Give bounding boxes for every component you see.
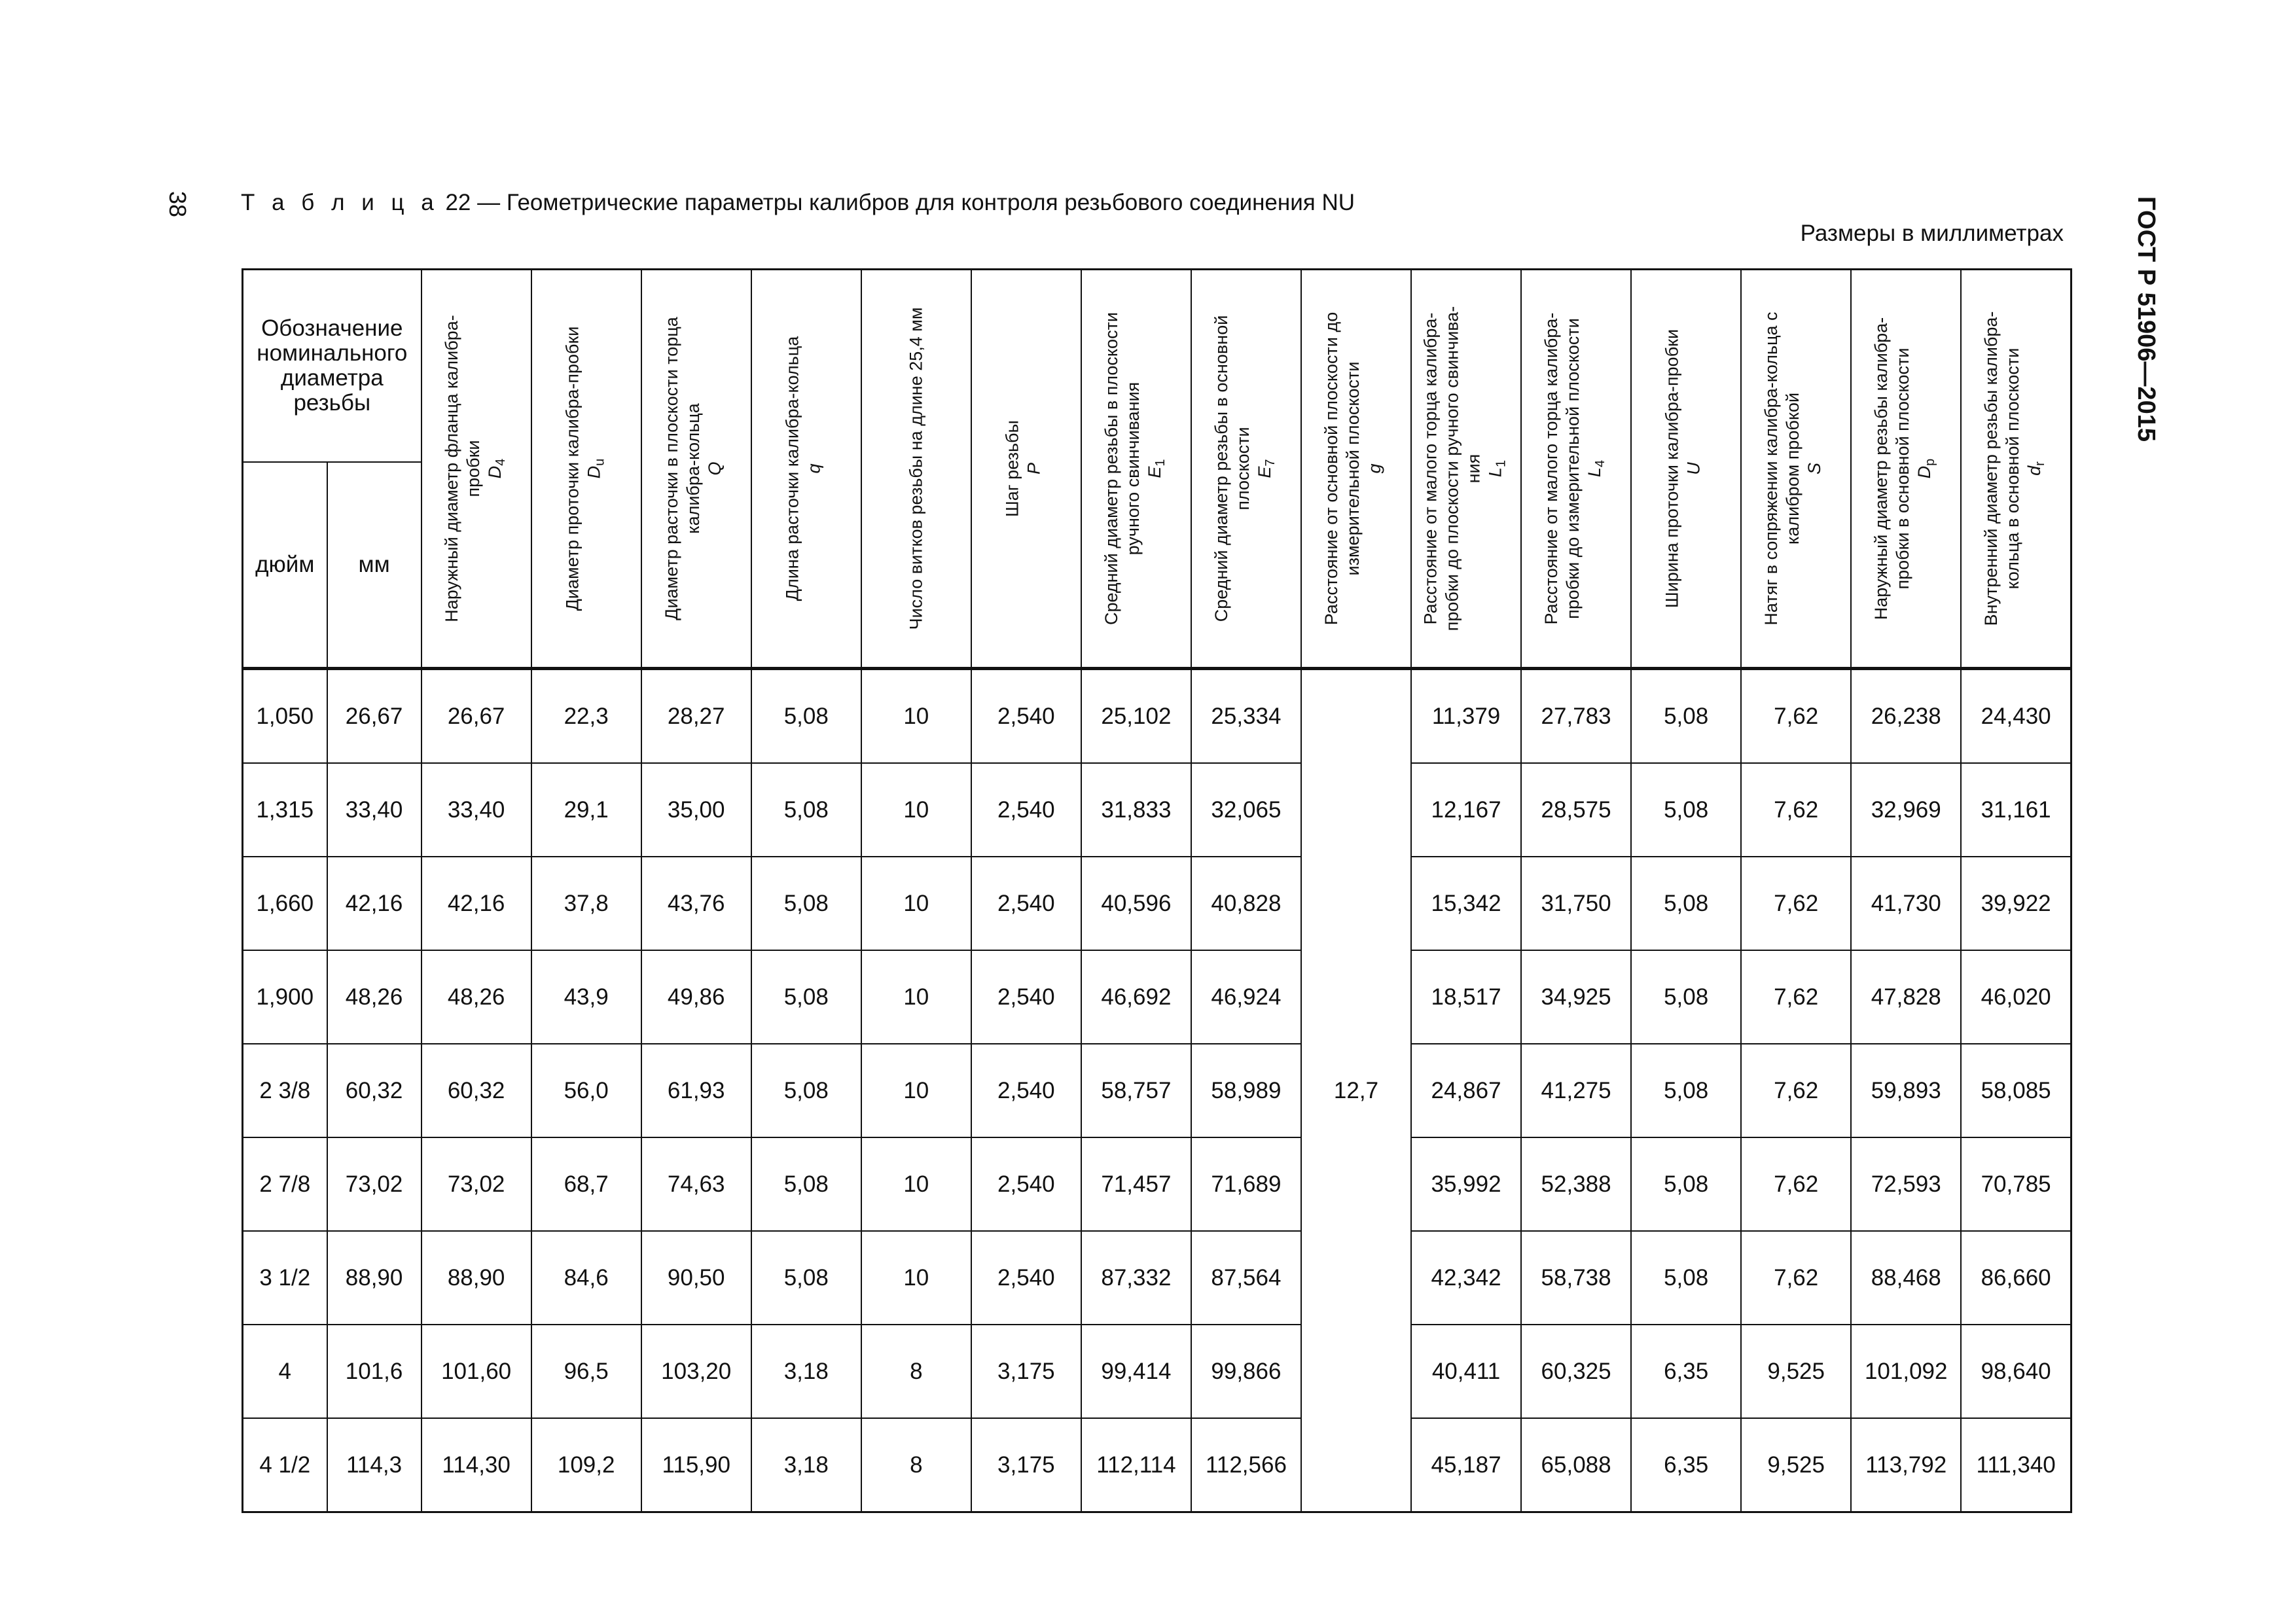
table-cell: 113,792 <box>1851 1418 1961 1512</box>
table-cell: 111,340 <box>1961 1418 2071 1512</box>
table-cell: 8 <box>861 1418 971 1512</box>
column-header-label <box>1420 292 1512 645</box>
table-cell: 26,238 <box>1851 669 1961 764</box>
table-cell: 1,315 <box>243 763 327 857</box>
table-cell: 26,67 <box>327 669 422 764</box>
column-symbol: D <box>1914 465 1935 479</box>
column-symbol: q <box>804 463 824 474</box>
table-cell: 87,564 <box>1191 1231 1301 1325</box>
table-cell: 31,833 <box>1081 763 1191 857</box>
column-header-text: Наружный диаметр фланца калибра-пробки <box>441 315 483 622</box>
table-cell: 71,457 <box>1081 1137 1191 1231</box>
column-header <box>861 270 971 669</box>
page-number: 38 <box>164 191 191 218</box>
table-cell: 18,517 <box>1411 950 1521 1044</box>
units-note: Размеры в миллиметрах <box>1800 221 2064 246</box>
column-header-label <box>1101 292 1172 645</box>
table-cell: 35,00 <box>641 763 751 857</box>
table-cell: 10 <box>861 857 971 950</box>
table-cell: 42,16 <box>327 857 422 950</box>
table-cell: 109,2 <box>531 1418 641 1512</box>
column-symbol: D <box>583 465 603 479</box>
table-cell: 47,828 <box>1851 950 1961 1044</box>
column-header <box>1631 270 1741 669</box>
table-row <box>243 1325 2072 1418</box>
table-cell: 90,50 <box>641 1231 751 1325</box>
table-cell: 86,660 <box>1961 1231 2071 1325</box>
unit-inch-header: дюйм <box>243 462 327 669</box>
column-header-text: Средний диаметр резьбы в основной плоскости <box>1211 315 1253 622</box>
column-symbol: L <box>1584 467 1604 478</box>
column-header-text: Расстояние от основной плоскости до измерительной плоскости <box>1321 312 1363 626</box>
table-cell: 5,08 <box>1631 1231 1741 1325</box>
table-cell: 72,593 <box>1851 1137 1961 1231</box>
table-cell: 112,566 <box>1191 1418 1301 1512</box>
table-cell: 5,08 <box>751 857 861 950</box>
column-header <box>1741 270 1851 669</box>
table-cell: 48,26 <box>422 950 531 1044</box>
table-cell: 61,93 <box>641 1044 751 1137</box>
column-header <box>1961 270 2071 669</box>
table-cell: 7,62 <box>1741 950 1851 1044</box>
table-cell: 43,76 <box>641 857 751 950</box>
table-cell: 84,6 <box>531 1231 641 1325</box>
table-cell: 3,175 <box>971 1418 1081 1512</box>
table-cell: 2,540 <box>971 950 1081 1044</box>
table-cell: 73,02 <box>327 1137 422 1231</box>
table-cell: 9,525 <box>1741 1325 1851 1418</box>
table-cell: 4 <box>243 1325 327 1418</box>
standard-code: ГОСТ Р 51906—2015 <box>2132 196 2160 442</box>
column-header <box>531 270 641 669</box>
table-cell: 5,08 <box>1631 950 1741 1044</box>
table-cell: 27,783 <box>1521 669 1631 764</box>
table-cell: 3,175 <box>971 1325 1081 1418</box>
column-header <box>751 270 861 669</box>
table-cell: 8 <box>861 1325 971 1418</box>
table-cell: 70,785 <box>1961 1137 2071 1231</box>
table-cell: 1,660 <box>243 857 327 950</box>
gauge-parameters-table <box>242 268 2072 1513</box>
column-header-label <box>661 292 732 645</box>
table-row <box>243 763 2072 857</box>
column-header-text: Наружный диаметр резьбы калибра-пробки в основной плоскости <box>1871 317 1913 620</box>
table-row <box>243 1418 2072 1512</box>
column-header-text: Шаг резьбы <box>1002 420 1022 517</box>
table-cell: 103,20 <box>641 1325 751 1418</box>
table-cell: 2,540 <box>971 857 1081 950</box>
table-cell: 74,63 <box>641 1137 751 1231</box>
table-cell: 37,8 <box>531 857 641 950</box>
table-cell: 58,757 <box>1081 1044 1191 1137</box>
table-cell: 88,90 <box>327 1231 422 1325</box>
column-symbol-subscript: 1 <box>1494 459 1509 468</box>
table-cell: 3,18 <box>751 1325 861 1418</box>
table-cell: 114,30 <box>422 1418 531 1512</box>
column-header-label <box>1001 292 1050 645</box>
table-cell: 6,35 <box>1631 1325 1741 1418</box>
unit-mm-header: мм <box>327 462 422 669</box>
table-cell: 26,67 <box>422 669 531 764</box>
table-cell: 9,525 <box>1741 1418 1851 1512</box>
caption-label: Т а б л и ц а <box>241 190 439 215</box>
column-header-label <box>1761 292 1831 645</box>
table-cell: 32,969 <box>1851 763 1961 857</box>
table-cell: 24,430 <box>1961 669 2071 764</box>
table-cell: 24,867 <box>1411 1044 1521 1137</box>
table-cell: 112,114 <box>1081 1418 1191 1512</box>
table-cell: 33,40 <box>327 763 422 857</box>
table-cell: 10 <box>861 1044 971 1137</box>
column-header-label <box>1211 292 1282 645</box>
table-row <box>243 669 2072 764</box>
column-header <box>1081 270 1191 669</box>
table-cell: 40,828 <box>1191 857 1301 950</box>
column-header <box>1521 270 1631 669</box>
table-cell: 2,540 <box>971 1231 1081 1325</box>
column-header-text: Расстояние от малого торца калибра-пробки до плоскости ручного свинчива-ния <box>1420 306 1484 632</box>
column-symbol: g <box>1364 463 1384 474</box>
table-cell: 45,187 <box>1411 1418 1521 1512</box>
diameter-designation-header: Обозначение номинального диаметра резьбы <box>243 270 422 463</box>
column-symbol: E <box>1144 466 1164 478</box>
column-symbol-subscript: 7 <box>1263 459 1278 467</box>
table-cell: 6,35 <box>1631 1418 1741 1512</box>
column-header-text: Средний диаметр резьбы в плоскости ручного свинчивания <box>1101 312 1143 626</box>
table-cell: 10 <box>861 763 971 857</box>
table-cell: 28,27 <box>641 669 751 764</box>
column-symbol: L <box>1485 467 1505 478</box>
table-cell: 28,575 <box>1521 763 1631 857</box>
column-symbol-subscript: 4 <box>1593 459 1608 468</box>
table-cell: 5,08 <box>1631 1137 1741 1231</box>
column-symbol: D <box>484 465 505 479</box>
table-cell: 46,924 <box>1191 950 1301 1044</box>
column-header-text: Внутренний диаметр резьбы калибра-кольца в основной плоскости <box>1981 311 2022 626</box>
table-cell: 7,62 <box>1741 1231 1851 1325</box>
column-header-label <box>1321 292 1391 645</box>
table-cell: 7,62 <box>1741 763 1851 857</box>
table-row <box>243 1137 2072 1231</box>
table-cell: 5,08 <box>1631 1044 1741 1137</box>
table-cell: 7,62 <box>1741 669 1851 764</box>
table-cell: 7,62 <box>1741 1137 1851 1231</box>
table-cell: 60,32 <box>327 1044 422 1137</box>
table-cell: 115,90 <box>641 1418 751 1512</box>
table-cell: 59,893 <box>1851 1044 1961 1137</box>
table-cell: 52,388 <box>1521 1137 1631 1231</box>
table-cell: 7,62 <box>1741 857 1851 950</box>
column-header-text: Диаметр расточки в плоскости торца калибра-кольца <box>661 317 703 620</box>
column-header-label <box>1661 292 1710 645</box>
table-cell: 3 1/2 <box>243 1231 327 1325</box>
header-row <box>243 270 2072 463</box>
table-cell: 2,540 <box>971 1044 1081 1137</box>
table-cell: 88,468 <box>1851 1231 1961 1325</box>
table-row <box>243 950 2072 1044</box>
table-cell: 29,1 <box>531 763 641 857</box>
column-header <box>1301 270 1411 669</box>
g-value-cell: 12,7 <box>1301 669 1411 1512</box>
table-cell: 33,40 <box>422 763 531 857</box>
column-header-label <box>440 292 511 645</box>
column-header-label <box>905 292 927 645</box>
table-cell: 31,161 <box>1961 763 2071 857</box>
column-symbol: d <box>2024 465 2044 476</box>
table-cell: 2,540 <box>971 1137 1081 1231</box>
table-cell: 39,922 <box>1961 857 2071 950</box>
table-cell: 5,08 <box>751 1231 861 1325</box>
table-caption <box>241 190 1355 216</box>
table-cell: 46,020 <box>1961 950 2071 1044</box>
column-header-label <box>562 292 611 645</box>
table-cell: 4 1/2 <box>243 1418 327 1512</box>
table-cell: 5,08 <box>751 669 861 764</box>
table-row <box>243 1044 2072 1137</box>
table-cell: 43,9 <box>531 950 641 1044</box>
column-symbol-subscript: 4 <box>493 458 508 466</box>
table-cell: 56,0 <box>531 1044 641 1137</box>
column-header-text: Расстояние от малого торца калибра-пробки до измерительной плоскости <box>1541 312 1583 625</box>
table-row <box>243 857 2072 950</box>
column-header-label <box>1871 292 1941 645</box>
table-cell: 71,689 <box>1191 1137 1301 1231</box>
table-cell: 15,342 <box>1411 857 1521 950</box>
table-cell: 1,900 <box>243 950 327 1044</box>
table-cell: 5,08 <box>751 1044 861 1137</box>
table-cell: 5,08 <box>751 763 861 857</box>
table-cell: 46,692 <box>1081 950 1191 1044</box>
column-symbol-subscript: r <box>2033 461 2048 466</box>
column-header <box>971 270 1081 669</box>
table-cell: 40,411 <box>1411 1325 1521 1418</box>
table-cell: 5,08 <box>1631 857 1741 950</box>
table-cell: 65,088 <box>1521 1418 1631 1512</box>
table-cell: 25,334 <box>1191 669 1301 764</box>
table-cell: 99,414 <box>1081 1325 1191 1418</box>
column-header <box>641 270 751 669</box>
table-cell: 96,5 <box>531 1325 641 1418</box>
table-cell: 41,275 <box>1521 1044 1631 1137</box>
table-cell: 114,3 <box>327 1418 422 1512</box>
table-cell: 68,7 <box>531 1137 641 1231</box>
column-header-text: Диаметр проточки калибра-пробки <box>562 326 582 611</box>
table-cell: 41,730 <box>1851 857 1961 950</box>
column-header-label <box>781 292 831 645</box>
table-cell: 12,167 <box>1411 763 1521 857</box>
column-header <box>1851 270 1961 669</box>
table-cell: 2,540 <box>971 669 1081 764</box>
column-header-text: Ширина проточки калибра-пробки <box>1662 329 1682 609</box>
table-cell: 5,08 <box>1631 669 1741 764</box>
column-symbol: Q <box>704 461 725 476</box>
table-cell: 60,325 <box>1521 1325 1631 1418</box>
table-cell: 22,3 <box>531 669 641 764</box>
table-cell: 32,065 <box>1191 763 1301 857</box>
table-cell: 25,102 <box>1081 669 1191 764</box>
table-cell: 42,342 <box>1411 1231 1521 1325</box>
table-cell: 2,540 <box>971 763 1081 857</box>
column-symbol: U <box>1683 462 1704 475</box>
table-cell: 58,989 <box>1191 1044 1301 1137</box>
column-header-label <box>1981 292 2051 645</box>
table-cell: 2 7/8 <box>243 1137 327 1231</box>
table-row <box>243 1231 2072 1325</box>
column-header-label <box>1541 292 1611 645</box>
table-cell: 10 <box>861 669 971 764</box>
column-header <box>1191 270 1301 669</box>
table-cell: 58,738 <box>1521 1231 1631 1325</box>
caption-text: 22 — Геометрические параметры калибров для контроля резьбового соединения NU <box>439 190 1355 215</box>
column-header-text: Длина расточки калибра-кольца <box>782 336 802 601</box>
table-cell: 88,90 <box>422 1231 531 1325</box>
table-cell: 10 <box>861 950 971 1044</box>
table-cell: 42,16 <box>422 857 531 950</box>
table-cell: 5,08 <box>1631 763 1741 857</box>
table-cell: 58,085 <box>1961 1044 2071 1137</box>
table-cell: 98,640 <box>1961 1325 2071 1418</box>
table-cell: 35,992 <box>1411 1137 1521 1231</box>
table-cell: 3,18 <box>751 1418 861 1512</box>
table-cell: 5,08 <box>751 1137 861 1231</box>
table-cell: 10 <box>861 1137 971 1231</box>
table-cell: 101,60 <box>422 1325 531 1418</box>
table-cell: 99,866 <box>1191 1325 1301 1418</box>
column-symbol: E <box>1254 466 1274 478</box>
column-header-text: Число витков резьбы на длине 25,4 мм <box>906 307 926 630</box>
table-cell: 40,596 <box>1081 857 1191 950</box>
column-symbol-subscript: p <box>1923 458 1938 466</box>
table-cell: 34,925 <box>1521 950 1631 1044</box>
table-cell: 10 <box>861 1231 971 1325</box>
table-cell: 48,26 <box>327 950 422 1044</box>
table-cell: 7,62 <box>1741 1044 1851 1137</box>
table-cell: 5,08 <box>751 950 861 1044</box>
column-symbol-subscript: 1 <box>1153 459 1168 467</box>
column-symbol-subscript: u <box>592 458 607 466</box>
column-header-text: Натяг в сопряжении калибра-кольца с калибром пробкой <box>1761 312 1803 626</box>
column-symbol: S <box>1804 463 1824 475</box>
table-cell: 49,86 <box>641 950 751 1044</box>
table-cell: 31,750 <box>1521 857 1631 950</box>
table-cell: 87,332 <box>1081 1231 1191 1325</box>
column-header <box>1411 270 1521 669</box>
table-cell: 73,02 <box>422 1137 531 1231</box>
table-cell: 1,050 <box>243 669 327 764</box>
column-symbol: P <box>1024 463 1044 475</box>
table-cell: 101,6 <box>327 1325 422 1418</box>
table-cell: 2 3/8 <box>243 1044 327 1137</box>
table-cell: 101,092 <box>1851 1325 1961 1418</box>
table-cell: 60,32 <box>422 1044 531 1137</box>
column-header <box>422 270 531 669</box>
table-cell: 11,379 <box>1411 669 1521 764</box>
